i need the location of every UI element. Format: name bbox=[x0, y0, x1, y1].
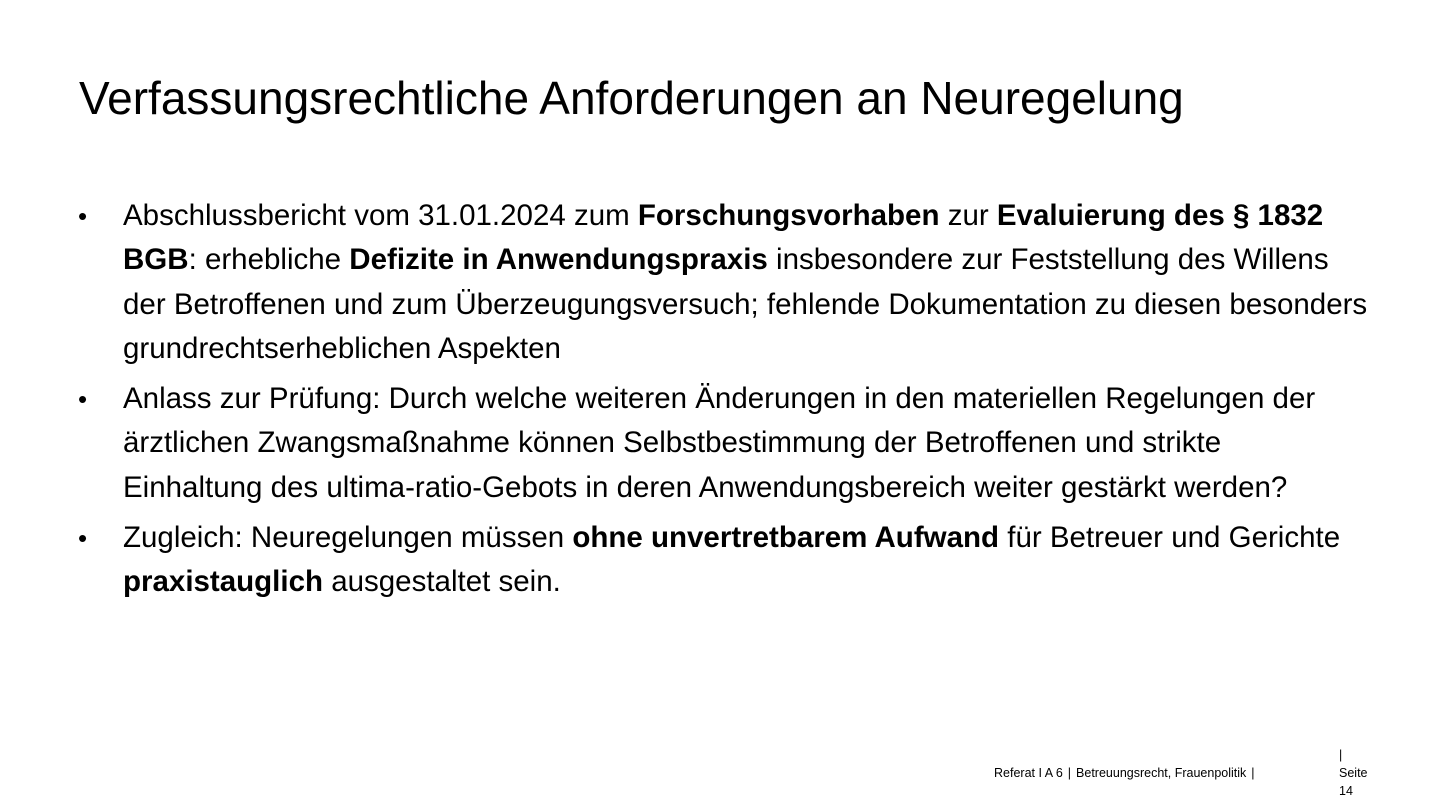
bold-text-segment: ohne unvertretbarem Aufwand bbox=[572, 521, 1000, 555]
page-separator: | bbox=[1339, 748, 1343, 762]
text-segment: für Betreuer und Gerichte bbox=[999, 521, 1341, 555]
text-segment: : erhebliche bbox=[188, 243, 350, 277]
footer-separator: | bbox=[1251, 766, 1255, 780]
page-label: Seite bbox=[1339, 766, 1368, 780]
bullet-list bbox=[78, 194, 1368, 611]
page-number-block bbox=[1339, 746, 1399, 800]
bullet-text bbox=[123, 382, 1315, 504]
bullet-dot-icon: • bbox=[78, 201, 88, 231]
bold-text-segment: Defizite in Anwendungspraxis bbox=[349, 243, 768, 277]
text-segment: zur bbox=[939, 199, 997, 232]
text-segment: Anlass zur Prüfung: Durch welche weiteren Änderungen in den materiellen Regelungen der ärztlichen Zwangsmaßnahme können Selbstbestimmung der Betroffenen und strikte Einhaltung des ultima-ratio-Gebots in deren Anwendungsbereich weiter gestärkt werden? bbox=[123, 382, 1316, 504]
text-segment: ausgestaltet sein. bbox=[323, 565, 561, 599]
bullet-item-abschlussbericht bbox=[78, 194, 1368, 371]
bullet-text bbox=[123, 521, 1340, 598]
text-segment: insbesondere zur Feststellung des Willens der Betroffenen und zum Überzeugungsversuch; fehlende Dokumentation zu diesen besonders grundrechtserheblichen Aspekten bbox=[123, 243, 1368, 365]
text-segment: Zugleich: Neuregelungen müssen bbox=[123, 521, 573, 555]
bold-text-segment: Forschungsvorhaben bbox=[637, 199, 940, 232]
bullet-dot-icon: • bbox=[78, 523, 88, 554]
bold-text-segment: praxistauglich bbox=[123, 565, 324, 599]
bullet-item-anlass bbox=[78, 377, 1368, 510]
footer-department: Referat I A 6 bbox=[994, 766, 1063, 780]
footer-separator: | bbox=[1067, 766, 1072, 780]
bullet-text bbox=[123, 199, 1367, 365]
bold-text-segment: Evaluierung des § 1832 BGB bbox=[123, 199, 1324, 277]
bullet-dot-icon: • bbox=[78, 384, 88, 415]
text-segment: Abschlussbericht vom 31.01.2024 zum bbox=[123, 199, 638, 232]
slide-footer bbox=[994, 764, 1260, 782]
footer-topic: Betreuungsrecht, Frauenpolitik bbox=[1076, 766, 1247, 780]
slide-title: Verfassungsrechtliche Anforderungen an Neuregelung bbox=[79, 72, 1184, 124]
bullet-item-zugleich bbox=[78, 516, 1368, 605]
page-number: 14 bbox=[1339, 784, 1353, 798]
